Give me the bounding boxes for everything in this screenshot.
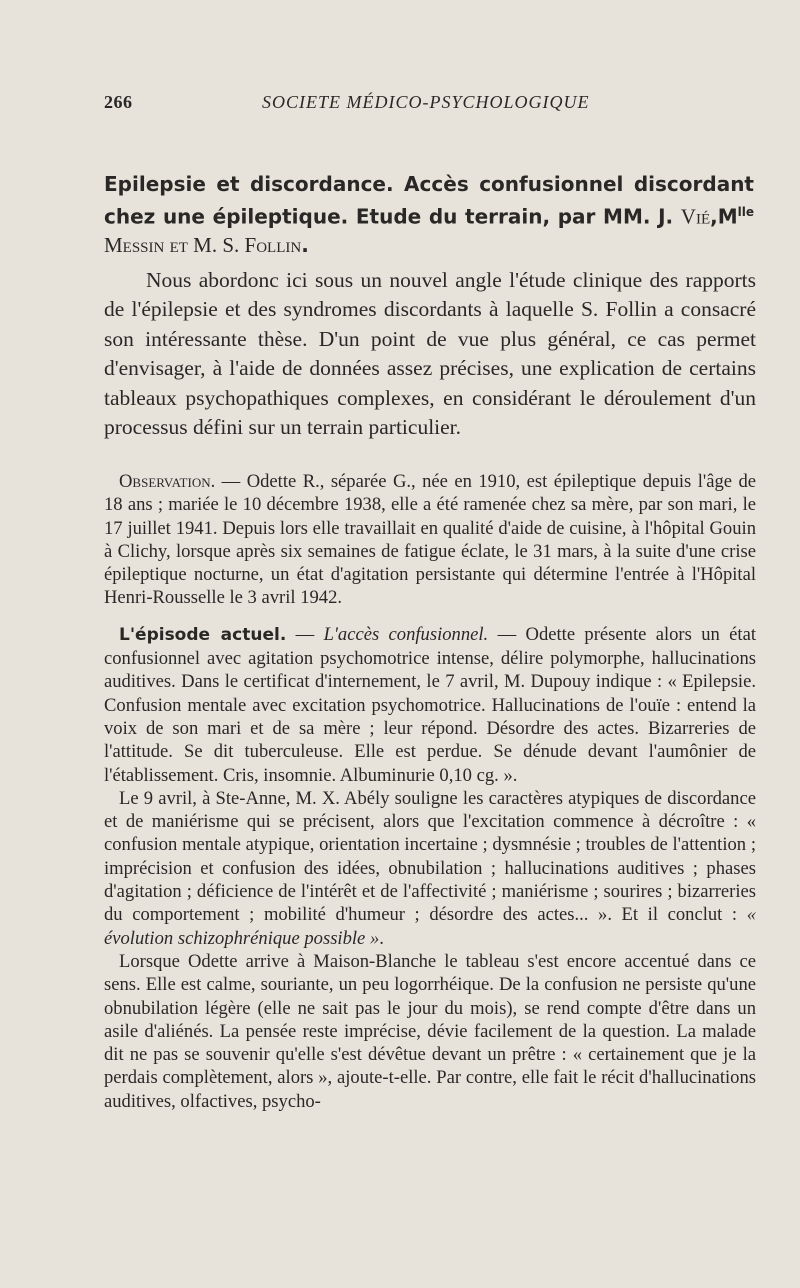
title-end: .	[301, 232, 309, 257]
episode-italic: L'accès confusionnel.	[323, 623, 489, 645]
title-text: Epilepsie et discordance. Accès confusionnel discordant chez une épileptique. Etude du terrain, par MM. J.	[104, 172, 754, 229]
episode-label: L'épisode actuel.	[119, 624, 287, 645]
episode-text: — Odette présente alors un état confusionnel avec agitation psychomotrice intense, délire polymorphe, hallucinations auditives. Dans le certificat d'internement, le 7 avril, M. Dupouy indique : « Epilepsie. Confusion mentale avec excitation psychomotrice. Hallucinations de l'ouïe : entend la voix de son mari et de sa mère ; leur répond. Désordre des actes. Bizarreries de l'attitude. Se dit tuberculeuse. Elle est perdue. Se dénude devant l'aumônier de l'établissement. Cris, insomnie. Albuminurie 0,10 cg. ».	[104, 623, 756, 786]
abely-text: Le 9 avril, à Ste-Anne, M. X. Abély souligne les caractères atypiques de discordance et de maniérisme qui se précisent, alors que l'excitation commence à décroître : « confusion mentale atypique, orientation incertaine ; dysmnésie ; troubles de l'attention ; imprécision et confusion des idées, obnubilation ; hallucinations auditives ; phases d'agitation ; déficience de l'intérêt et de l'affectivité ; maniérisme ; sourires ; bizarreries du comportement ; mobilité d'humeur ; désordre des actes... ». Et il conclut :	[104, 787, 756, 926]
episode-dash: —	[286, 623, 324, 645]
article-title	[104, 170, 754, 259]
author-messin: Messin	[104, 232, 165, 257]
title-sep: ,M	[710, 204, 738, 229]
page-number: 266	[104, 92, 133, 112]
title-sup: lle	[737, 205, 754, 219]
body-text	[104, 470, 756, 1113]
abely-paragraph	[104, 787, 756, 950]
page-header	[104, 92, 754, 116]
abely-italic: « évolution schizophrénique possible »	[104, 904, 756, 949]
observation-paragraph	[104, 470, 756, 610]
running-head: SOCIETE MÉDICO-PSYCHOLOGIQUE	[262, 92, 590, 112]
observation-text: . — Odette R., séparée G., née en 1910, est épileptique depuis l'âge de 18 ans ; mariée le 10 décembre 1938, elle a été ramenée chez sa mère, par son mari, le 17 juillet 1941. Depuis lors elle travaillait en qualité d'aide de cuisine, à l'hôpital Gouin à Clichy, lorsque après six semaines de fatigue éclate, le 31 mars, à la suite d'une crise épileptique nocturne, un état d'agitation persistante qui détermine l'entrée à l'Hôpital Henri-Rousselle le 3 avril 1942.	[104, 471, 756, 609]
maison-blanche-paragraph: Lorsque Odette arrive à Maison-Blanche le tableau s'est encore accentué dans ce sens. Elle est calme, souriante, un peu logorrhéique. De la confusion ne persiste qu'une obnubilation légère (elle ne sait pas le jour du mois), se rend compte d'être dans un asile d'aliénés. La pensée reste imprécise, dévie facilement de la question. La malade dit ne pas se souvenir qu'elle s'est dévêtue devant un prêtre : « certainement que je la perdais complètement, alors », ajoute-t-elle. Par contre, elle fait le récit d'hallucinations auditives, olfactives, psycho-	[104, 950, 756, 1112]
intro-paragraph: Nous abordonc ici sous un nouvel angle l'étude clinique des rapports de l'épilepsie et des syndromes discordants à laquelle S. Follin a consacré son intéressante thèse. D'un point de vue plus général, ce cas permet d'envisager, à l'aide de données assez précises, une explication de certains tableaux psychopathiques complexes, en considérant le déroulement d'un processus défini sur un terrain particulier.	[104, 268, 756, 440]
episode-paragraph	[104, 623, 756, 787]
observation-label: Observation	[119, 471, 211, 492]
author-follin: Follin	[244, 232, 302, 257]
abely-end: .	[379, 927, 384, 949]
author-vie: Vié	[680, 204, 711, 229]
title-et: et M. S.	[164, 232, 245, 257]
